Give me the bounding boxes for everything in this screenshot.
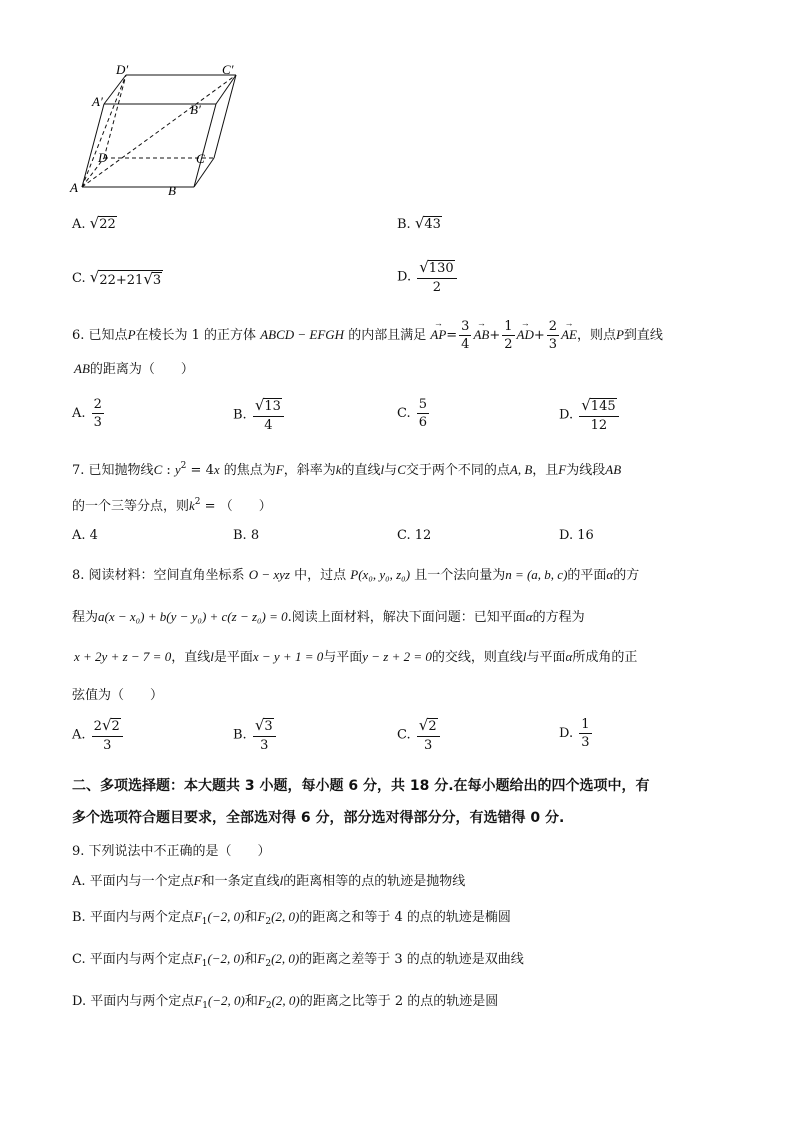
section-heading-line1: 二、多项选择题：本大题共 3 小题，每小题 6 分，共 18 分.在每小题给出的四个选项中，有: [72, 778, 650, 794]
q6-stem-line1: 6. 已知点P在棱长为 1 的正方体 ABCD − EFGH 的内部且满足 → AP= $\frac{3}{4}$ → AB+ $\frac{1}{2}$ → AD+ $\frac{2}{3}$ → AE，则点P到直线: [72, 320, 663, 351]
q8-stem-line4: 弦值为（ ）: [72, 688, 164, 703]
q7-option-a[interactable]: A. 4: [72, 528, 98, 543]
q8-option-a[interactable]: A. 2 √ 2 3: [72, 718, 125, 752]
label-C: C: [196, 151, 205, 166]
q9-option-c[interactable]: C. 平面内与两个定点$F_1(-2$, 0)和$F_2(2$, 0)的距离之差等于 3 的点的轨迹是双曲线: [72, 951, 524, 969]
q7-stem-line2: 的一个三等分点，则$k^2$ = （ ）: [72, 497, 272, 514]
q8-option-c[interactable]: C. √ 2 3: [397, 718, 442, 752]
fraction: √ 130 2: [417, 260, 456, 294]
q7-option-c[interactable]: C. 12: [397, 528, 432, 543]
q9-option-d[interactable]: D. 平面内与两个定点$F_1(-2$, 0)和$F_2(2$, 0)的距离之比等于 2 的点的轨迹是圆: [72, 993, 499, 1011]
q5-option-a[interactable]: A. √ 22: [72, 214, 116, 232]
label-Cp: C′: [222, 62, 234, 77]
label-A: A: [70, 180, 78, 195]
sqrt-22: √ 22: [89, 214, 116, 232]
q8-option-d[interactable]: D. $\frac{1}{3}$: [559, 717, 590, 750]
q7-option-b[interactable]: B. 8: [233, 528, 260, 543]
label-Ap: A′: [92, 94, 103, 109]
q8-option-b[interactable]: B. √ 3 3: [233, 718, 278, 752]
parallelepiped-figure: [66, 62, 246, 198]
label-D: D: [98, 150, 108, 165]
label-Bp: B′: [190, 102, 201, 117]
q9-option-b[interactable]: B. 平面内与两个定点$F_1(-2$, 0)和$F_2(2$, 0)的距离之和等于 4 的点的轨迹是椭圆: [72, 909, 511, 927]
q6-option-d[interactable]: D. √ 145 12: [559, 398, 621, 432]
q5-option-c[interactable]: C. √ 22+21 √ 3: [72, 268, 162, 288]
q7-stem-line1: 7. 已知抛物线C : $y^2 = 4x$ 的焦点为F，斜率为k的直线l与C交于两个不同的点A, B，且F为线段AB: [72, 461, 622, 478]
q6-option-b[interactable]: B. √ 13 4: [233, 398, 286, 432]
q6-option-a[interactable]: A. $\frac{2}{3}$: [72, 397, 102, 430]
q5-option-b[interactable]: B. √ 43: [397, 214, 441, 232]
section-heading-line2: 多个选项符合题目要求，全部选对得 6 分，部分选对得部分分，有选错得 0 分.: [72, 810, 565, 826]
label-B: B: [168, 183, 176, 198]
sqrt-nested: √ 22+21 √ 3: [89, 268, 162, 288]
q8-stem-line1: 8. 阅读材料：空间直角坐标系 O − xyz 中，过点 P(x₀, y₀, z₀) 且一个法向量为n = (a, b, c)的平面α的方: [72, 567, 640, 583]
q7-option-d[interactable]: D. 16: [559, 528, 594, 543]
q9-stem: 9. 下列说法中不正确的是（ ）: [72, 844, 271, 859]
q6-stem-line2: AB的距离为（ ）: [74, 361, 194, 377]
q6-option-c[interactable]: C. $\frac{5}{6}$: [397, 397, 428, 430]
sqrt-43: √ 43: [414, 214, 441, 232]
q8-stem-line3: x + 2y + z − 7 = 0，直线l是平面x − y + 1 = 0与平面y − z + 2 = 0的交线，则直线l与平面α所成角的正: [74, 649, 638, 665]
label-Dp: D′: [116, 62, 129, 77]
q5-option-d[interactable]: D. √ 130 2: [397, 260, 459, 294]
q8-stem-line2: 程为a(x − x₀) + b(y − y₀) + c(z − z₀) = 0.阅读上面材料，解决下面问题：已知平面α的方程为: [72, 609, 585, 625]
q9-option-a[interactable]: A. 平面内与一个定点F和一条定直线l的距离相等的点的轨迹是抛物线: [72, 873, 466, 889]
